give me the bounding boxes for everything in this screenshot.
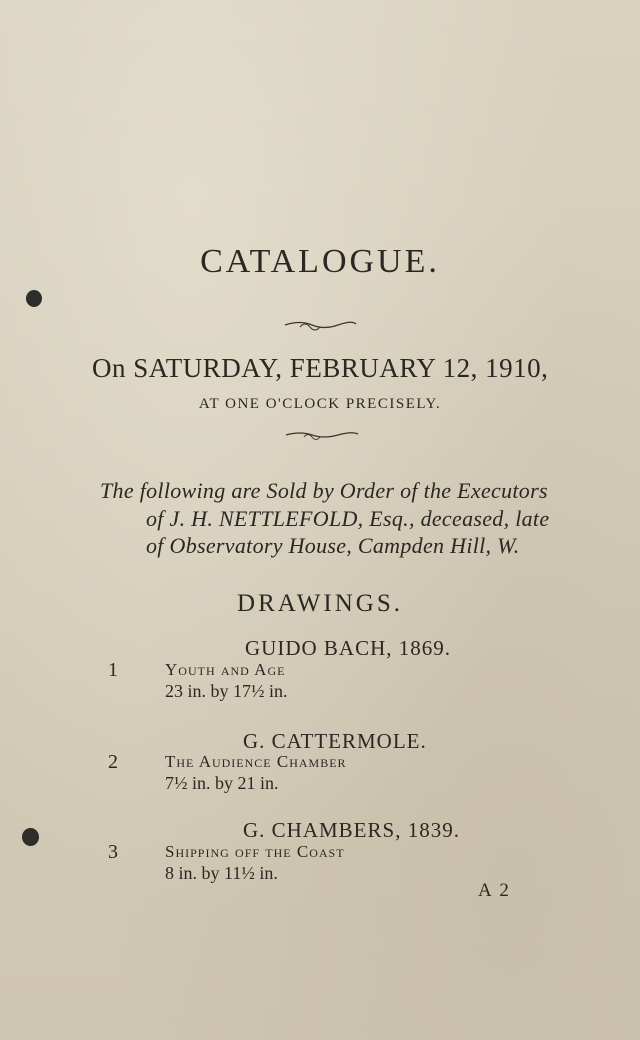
ornament-divider-middle: [0, 428, 640, 442]
lot-artist: G. CHAMBERS, 1839.: [243, 818, 460, 842]
order-line-2: of J. H. NETTLEFOLD, Esq., deceased, late: [146, 506, 550, 531]
signature-mark: A 2: [478, 880, 511, 901]
page-title: CATALOGUE.: [200, 243, 440, 280]
lot-number: 2: [108, 751, 118, 773]
sale-date: On SATURDAY, FEBRUARY 12, 1910,: [92, 353, 549, 383]
lot-title: The Audience Chamber: [165, 752, 347, 771]
order-line-3: of Observatory House, Campden Hill, W.: [146, 533, 520, 558]
binder-hole-bottom: [22, 828, 39, 846]
lot-title: Shipping off the Coast: [165, 842, 345, 861]
lot-artist: GUIDO BACH, 1869.: [245, 636, 451, 660]
lot-dimensions: 7½ in. by 21 in.: [165, 773, 279, 793]
sale-time: AT ONE O'CLOCK PRECISELY.: [198, 396, 442, 412]
section-heading: DRAWINGS.: [237, 590, 403, 617]
lot-number: 3: [108, 841, 118, 863]
lot-number: 1: [108, 659, 118, 681]
ornament-divider-top: [0, 318, 640, 332]
order-line-1: The following are Sold by Order of the Executors: [100, 478, 548, 503]
lot-dimensions: 23 in. by 17½ in.: [165, 681, 288, 701]
lot-artist: G. CATTERMOLE.: [243, 729, 427, 753]
lot-title: Youth and Age: [165, 660, 286, 679]
lot-dimensions: 8 in. by 11½ in.: [165, 863, 278, 883]
binder-hole-top: [26, 290, 42, 307]
